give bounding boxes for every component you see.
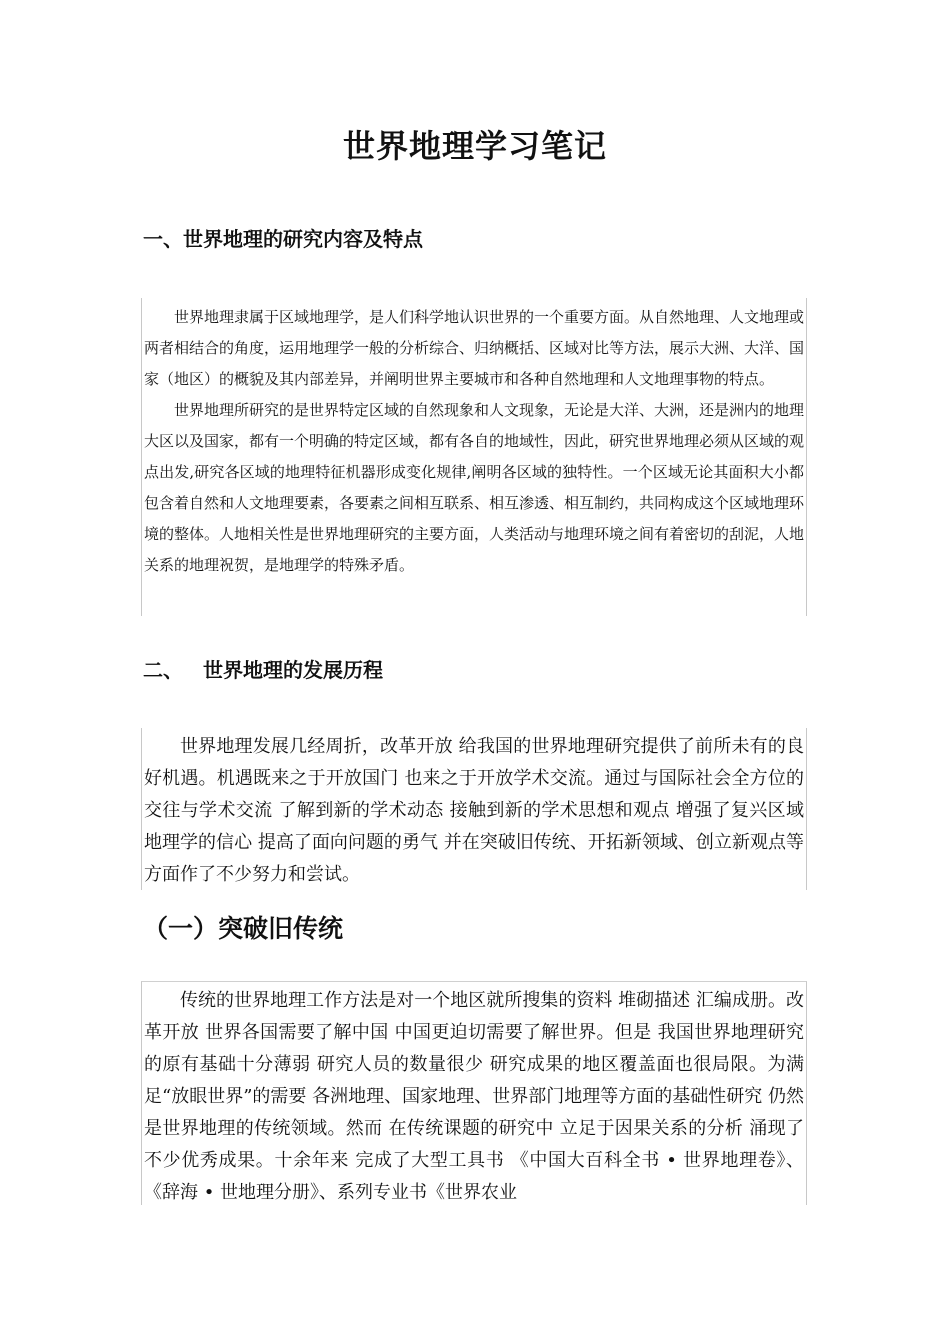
paragraph: 世界地理发展几经周折，改革开放 给我国的世界地理研究提供了前所未有的良好机遇。机遇既来之于开放国门 也来之于开放学术交流。通过与国际社会全方位的交往与学术交流 了解到新的学术动态 接触到新的学术思想和观点 增强了复兴区域地理学的信心 提高了面向问题的勇气 并在突破旧传统、开拓新领域、创立新观点等方面作了不少努力和尝试。 [144,736,804,885]
paragraph: 世界地理所研究的是世界特定区域的自然现象和人文现象，无论是大洋、大洲，还是洲内的地理大区以及国家，都有一个明确的特定区域，都有各自的地域性，因此，研究世界地理必须从区域的观点出发,研究各区域的地理特征机器形成变化规律,阐明各区域的独特性。一个区域无论其面积大小都包含着自然和人文地理要素，各要素之间相互联系、相互渗透、相互制约，共同构成这个区域地理环境的整体。人地相关性是世界地理研究的主要方面，人类活动与地理环境之间有着密切的刮泥，人地关系的地理祝贺，是地理学的特殊矛盾。 [144,401,805,574]
document-title: 世界地理学习笔记 [342,127,607,165]
paragraph: 世界地理隶属于区域地理学，是人们科学地认识世界的一个重要方面。从自然地理、人文地理或两者相结合的角度，运用地理学一般的分析综合、归纳概括、区域对比等方法，展示大洲、大洋、国家（地区）的概貌及其内部差异，并阐明世界主要城市和各种自然地理和人文地理事物的特点。 [144,308,805,388]
section-heading-development-history [143,655,383,685]
section-heading-research-content: 一、世界地理的研究内容及特点 [143,227,423,251]
section-heading-number: 二、 [143,658,183,682]
section-heading-text: 世界地理的发展历程 [203,658,383,682]
paragraph: 传统的世界地理工作方法是对一个地区就所搜集的资料 堆砌描述 汇编成册。改革开放 世界各国需要了解中国 中国更迫切需要了解世界。但是 我国世界地理研究的原有基础十分薄弱 研究人员的数量很少 研究成果的地区覆盖面也很局限。为满足“放眼世界”的需要 各洲地理、国家地理、世界部门地理等方面的基础性研究 仍然是世界地理的传统领域。然而 在传统课题的研究中 立足于因果关系的分析 涌现了不少优秀成果。十余年来 完成了大型工具书 《中国大百科全书 • 世界地理卷》、《辞海 • 世地理分册》、系列专业书《世界农业 [144,990,804,1203]
subsection-heading-break-tradition: （一）突破旧传统 [143,914,344,943]
section-body-development-history [141,728,807,890]
subsection-body-break-tradition [141,981,807,1205]
section-body-research-content [141,298,807,616]
